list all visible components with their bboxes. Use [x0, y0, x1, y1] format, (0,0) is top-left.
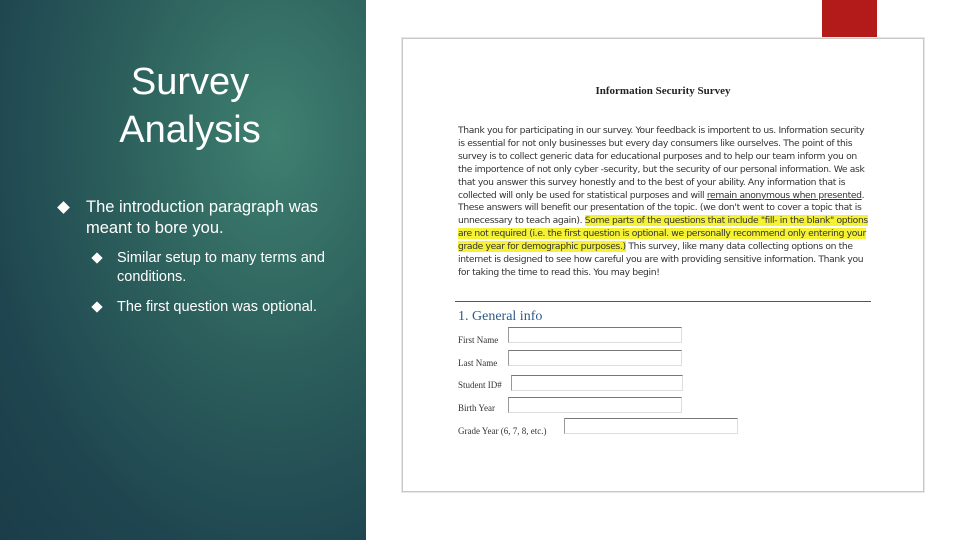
intro-text-1: Thank you for participating in our survey. Your feedback is importent to us. Information security is essential for not only businesses but every day consumers like ourselves. The point of this survey is to collect generic data for educational purposes and to help our team inform you on the importence of not only cyber -security, but the security of our personal information. We ask that you answer this survey honestly and to the best of your ability. Any information that is collected will only be used for statistical purposes and will	[458, 125, 865, 201]
field-label: Grade Year (6, 7, 8, etc.)	[458, 426, 547, 436]
grade-year-field[interactable]	[564, 418, 738, 434]
survey-title: Information Security Survey	[595, 85, 731, 97]
title-panel	[0, 0, 366, 540]
sub-bullet-text: The first question was optional.	[117, 299, 317, 315]
form-row-birth-year	[458, 403, 495, 413]
diamond-bullet-icon	[91, 252, 102, 263]
bullet-text: The introduction paragraph was meant to bore you.	[86, 198, 319, 237]
intro-text-2: . These answers will benefit our presentation of the topic. (we don't went to cover a topic that is unnecessary to teach again).	[458, 189, 865, 227]
survey-intro-paragraph	[458, 125, 868, 280]
field-label: Birth Year	[458, 403, 496, 413]
sub-bullet-text: Similar setup to many terms and conditions.	[117, 250, 325, 285]
intro-highlighted-text: Some parts of the questions that include "fill- in the blank" options are not required (i.e. the first question is optional. we personally recommend only entering your grade year for demographic purposes.)	[458, 215, 868, 253]
survey-screenshot	[402, 38, 924, 492]
form-row-grade-year	[458, 426, 546, 436]
diamond-bullet-icon	[91, 301, 102, 312]
divider	[455, 301, 871, 302]
field-label: First Name	[458, 335, 499, 345]
birth-year-field[interactable]	[508, 397, 682, 413]
slide-title-line-1: Survey	[130, 61, 250, 103]
first-name-field[interactable]	[508, 327, 682, 343]
field-label: Student ID#	[458, 380, 502, 390]
last-name-field[interactable]	[508, 350, 682, 366]
sub-bullet-item	[117, 249, 347, 287]
section-title: 1. General info	[458, 309, 543, 324]
diamond-bullet-icon	[57, 201, 70, 214]
student-id-field[interactable]	[511, 375, 683, 391]
form-row-student-id	[458, 380, 502, 390]
field-label: Last Name	[458, 358, 498, 368]
form-row-last-name	[458, 358, 497, 368]
bullet-item	[86, 197, 336, 239]
form-row-first-name	[458, 335, 498, 345]
slide-title	[20, 58, 360, 154]
slide-title-line-2: Analysis	[119, 109, 261, 151]
sub-bullet-item	[117, 298, 347, 317]
intro-underlined-text: remain anonymous when presented	[706, 189, 862, 201]
intro-text-3: This survey, like many data collecting options on the internet is designed to see how careful you are with providing sensitive information. Thank you for taking the time to read this. You may begin!	[458, 241, 864, 278]
